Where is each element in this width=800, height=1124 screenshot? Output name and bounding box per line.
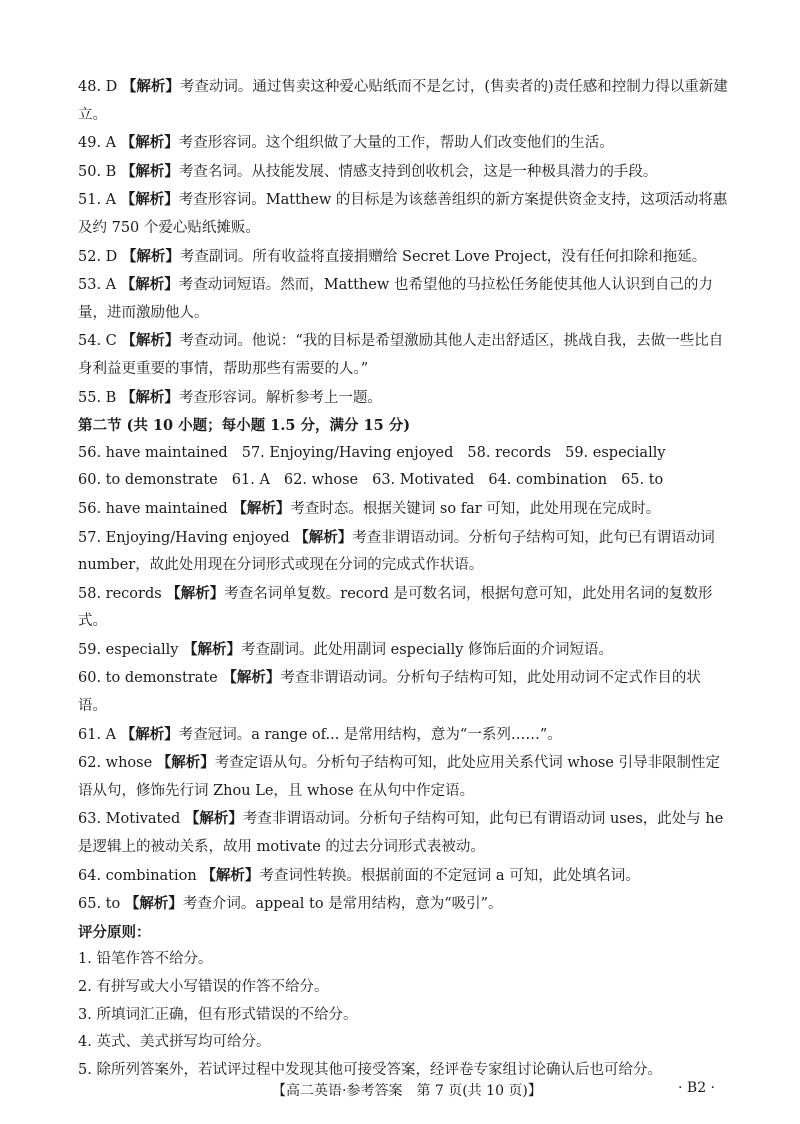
explanation-text: 考查定语从句。分析句子结构可知，此处应用关系代词 whose 引导非限制性定语从句，修饰先行词 Zhou Le，且 whose 在从句中作定语。 xyxy=(78,755,720,799)
explanation-item xyxy=(78,749,728,805)
answer-entry: 61. A xyxy=(231,472,270,489)
item-number: 56. have maintained xyxy=(78,500,228,517)
item-number: 60. to demonstrate xyxy=(78,670,218,687)
explanation-text: 考查副词。所有收益将直接捐赠给 Secret Love Project，没有任何扣除和拖延。 xyxy=(179,248,707,265)
explanation-item xyxy=(78,73,728,129)
answer-entry: 59. especially xyxy=(565,444,666,461)
choice-explanations xyxy=(78,73,728,412)
item-number: 58. records xyxy=(78,585,162,602)
grading-rule: 5. 除所列答案外，若试评过程中发现其他可接受答案，经评卷专家组讨论确认后也可给分。 xyxy=(78,1061,662,1078)
explanation-text: 考查冠词。a range of... 是常用结构，意为“一系列……”。 xyxy=(178,726,562,743)
grading-rule: 3. 所填词汇正确，但有形式错误的不给分。 xyxy=(78,1006,358,1023)
answers-row-2 xyxy=(78,467,728,495)
item-number: 62. whose xyxy=(78,755,153,772)
explanation-text: 考查名词单复数。record 是可数名词，根据句意可知，此处用名词的复数形式。 xyxy=(78,585,713,630)
analysis-tag: 【解析】 xyxy=(120,134,179,152)
explanation-item xyxy=(78,243,728,272)
item-number: 57. Enjoying/Having enjoyed xyxy=(78,529,290,546)
explanation-text: 考查动词短语。然而，Matthew 也希望他的马拉松任务能使其他人认识到自己的力量，进而激励他人。 xyxy=(78,277,713,321)
item-number: 49. A xyxy=(78,135,117,152)
explanation-text: 考查介词。appeal to 是常用结构，意为“吸引”。 xyxy=(182,896,503,913)
footer-code: · B2 · xyxy=(678,1080,715,1096)
explanation-item xyxy=(78,524,728,580)
analysis-tag: 【解析】 xyxy=(222,669,281,687)
explanation-text: 考查非谓语动词。分析句子结构可知，此句已有谓语动词 number，故此处用现在分词形式或现在分词的完成式作状语。 xyxy=(78,529,715,574)
item-number: 53. A xyxy=(78,277,117,294)
fill-in-explanations xyxy=(78,495,728,919)
explanation-text: 考查非谓语动词。分析句子结构可知，此处用动词不定式作目的状语。 xyxy=(78,670,701,715)
explanation-text: 考查形容词。Matthew 的目标是为该慈善组织的新方案提供资金支持，这项活动将惠及约 750 个爱心贴纸摊贩。 xyxy=(78,192,728,236)
analysis-tag: 【解析】 xyxy=(120,725,179,743)
item-number: 59. especially xyxy=(78,641,179,658)
analysis-tag: 【解析】 xyxy=(120,162,179,180)
grading-rules xyxy=(78,946,728,1084)
item-number: 50. B xyxy=(78,163,117,180)
explanation-text: 考查词性转换。根据前面的不定冠词 a 可知，此处填名词。 xyxy=(259,867,640,884)
explanation-item xyxy=(78,384,728,413)
explanation-item xyxy=(78,271,728,327)
explanation-item xyxy=(78,664,728,720)
grading-rule: 2. 有拼写或大小写错误的作答不给分。 xyxy=(78,979,329,995)
answer-entry: 62. whose xyxy=(283,472,359,489)
explanation-text: 考查名词。从技能发展、情感支持到创收机会，这是一种极具潜力的手段。 xyxy=(178,163,658,180)
analysis-tag: 【解析】 xyxy=(184,810,243,828)
explanation-item xyxy=(78,327,728,383)
explanation-item xyxy=(78,129,728,158)
item-number: 54. C xyxy=(78,333,117,350)
item-number: 65. to xyxy=(78,896,121,913)
item-number: 55. B xyxy=(78,389,117,406)
explanation-text: 考查时态。根据关键词 so far 可知，此处用现在完成时。 xyxy=(290,500,661,517)
explanation-text: 考查动词。他说：“我的目标是希望激励其他人走出舒适区，挑战自我，去做一些比自身利益更重要的事情，帮助那些有需要的人。” xyxy=(78,333,724,377)
item-number: 64. combination xyxy=(78,867,197,884)
analysis-tag: 【解析】 xyxy=(232,499,291,517)
item-number: 51. A xyxy=(78,192,117,209)
analysis-tag: 【解析】 xyxy=(183,640,242,658)
answer-entry: 64. combination xyxy=(488,472,608,489)
analysis-tag: 【解析】 xyxy=(124,895,183,913)
explanation-item xyxy=(78,721,728,750)
explanation-text: 考查副词。此处用副词 especially 修饰后面的介词短语。 xyxy=(241,641,614,658)
explanation-item xyxy=(78,158,728,187)
explanation-item xyxy=(78,805,728,861)
analysis-tag: 【解析】 xyxy=(294,528,353,546)
explanation-item xyxy=(78,495,728,524)
grading-title: 评分原则： xyxy=(78,923,151,941)
item-number: 61. A xyxy=(78,726,117,743)
explanation-text: 考查动词。通过售卖这种爱心贴纸而不是乞讨，(售卖者的)责任感和控制力得以重新建立。 xyxy=(78,79,728,123)
explanation-item xyxy=(78,890,728,919)
analysis-tag: 【解析】 xyxy=(120,388,179,406)
answer-entry: 58. records xyxy=(467,444,552,461)
answer-entry: 57. Enjoying/Having enjoyed xyxy=(241,444,454,461)
section-two-title: 第二节 (共 10 小题；每小题 1.5 分，满分 15 分) xyxy=(78,417,411,435)
answers-row-1 xyxy=(78,440,728,468)
explanation-item xyxy=(78,636,728,665)
answer-entry: 65. to xyxy=(621,472,664,489)
explanation-item xyxy=(78,186,728,242)
footer-label: 【高二英语·参考答案 第 7 页(共 10 页)】 xyxy=(272,1083,542,1099)
explanation-item xyxy=(78,580,728,636)
explanation-text: 考查非谓语动词。分析句子结构可知，此句已有谓语动词 uses，此处与 he 是逻辑上的被动关系，故用 motivate 的过去分词形式表被动。 xyxy=(78,811,724,856)
answer-entry: 63. Motivated xyxy=(372,472,475,489)
analysis-tag: 【解析】 xyxy=(201,866,260,884)
explanation-text: 考查形容词。这个组织做了大量的工作，帮助人们改变他们的生活。 xyxy=(178,135,614,152)
grading-rule: 1. 铅笔作答不给分。 xyxy=(78,951,213,968)
answer-entry: 56. have maintained xyxy=(78,444,228,461)
answer-entry: 60. to demonstrate xyxy=(78,472,218,489)
analysis-tag: 【解析】 xyxy=(120,276,179,294)
page-content xyxy=(78,73,728,1084)
analysis-tag: 【解析】 xyxy=(121,332,180,350)
grading-rule: 4. 英式、美式拼写均可给分。 xyxy=(78,1034,271,1051)
analysis-tag: 【解析】 xyxy=(121,78,180,95)
item-number: 63. Motivated xyxy=(78,811,181,828)
item-number: 48. D xyxy=(78,79,118,95)
item-number: 52. D xyxy=(78,248,118,265)
explanation-item xyxy=(78,862,728,891)
analysis-tag: 【解析】 xyxy=(121,247,180,265)
analysis-tag: 【解析】 xyxy=(166,584,225,602)
analysis-tag: 【解析】 xyxy=(120,191,179,209)
analysis-tag: 【解析】 xyxy=(156,754,215,772)
explanation-text: 考查形容词。解析参考上一题。 xyxy=(178,389,382,406)
